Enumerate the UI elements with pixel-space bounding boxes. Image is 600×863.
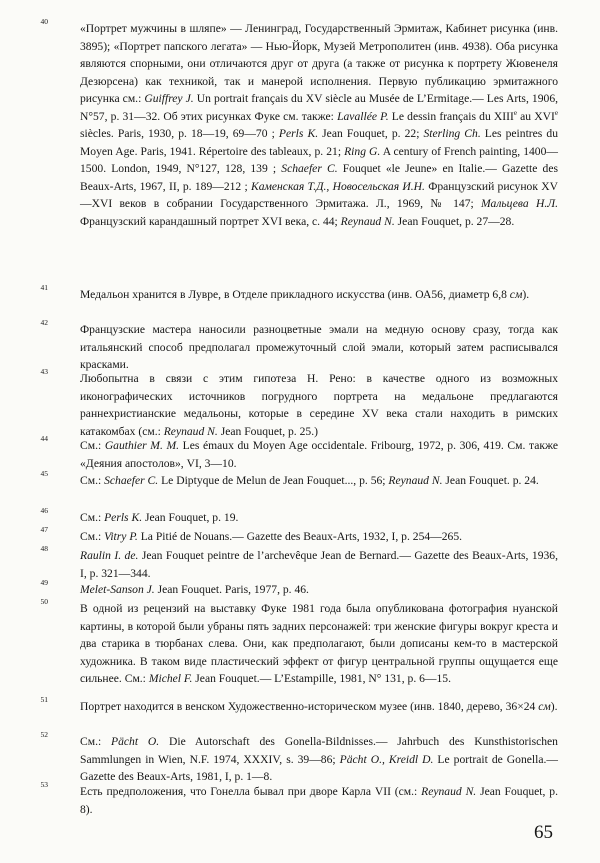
footnote-text <box>80 698 558 716</box>
text-run: Французский рисунок XV—XVI веков в собрании Государственного Эрмитажа. Л., 1969, № 147; <box>80 179 558 210</box>
text-run: «Портрет мужчины в шляпе» — Ленинград, Государственный Эрмитаж, Кабинет рисунка (инв. 3895); «Портрет папского легата» — Нью-Йорк, Музей Метрополитен (инв. 4938). Оба рисунка являются спорными, они отличаются друг от друга (а также от рисунка к портрету Жювенеля Дезюрсена) как техникой, так и манерой исполнения. Первую публикацию эрмитажного рисунка см.: <box>80 22 558 105</box>
footnote-number: 51 <box>40 695 48 704</box>
footnote <box>40 578 558 599</box>
author-reference: Мальцева Н.Л. <box>481 197 558 210</box>
text-run: Le Diptyque de Melun de Jean Fouquet..., p. 56; <box>158 474 389 487</box>
footnote <box>40 17 559 230</box>
text-run: См.: <box>80 474 105 487</box>
author-reference: Vitry P. <box>104 530 138 543</box>
text-run: A century of French painting, 1400—1500. London, 1949, N°127, 128, 139 ; <box>80 144 558 175</box>
footnote-text <box>80 600 558 688</box>
superscript: e <box>554 108 558 117</box>
text-run: Jean Fouquet. Paris, 1977, p. 46. <box>154 583 309 596</box>
text-run: Любопытна в связи с этим гипотеза Н. Рено: в качестве одного из возможных иконографических источников погрудного портрета на медальоне предлагаются раннехристианские медальоны, которые в середине XV века стали находить в римских катакомбах (см.: <box>80 372 558 438</box>
text-run: Les émaux du Moyen Age occidentale. Fribourg, 1972, p. 306, 419. См. также «Деяния апостолов», VI, 3—10. <box>80 439 558 470</box>
author-reference: Reynaud N. <box>421 785 477 798</box>
footnote-text <box>80 547 558 582</box>
author-reference: Guiffrey J. <box>144 92 194 105</box>
footnote <box>40 597 558 688</box>
text-run: Французский карандашный портрет XVI века, с. 44; <box>80 214 341 228</box>
footnote-text <box>80 783 558 818</box>
footnote <box>40 780 558 818</box>
footnote-text <box>80 509 558 527</box>
author-reference: Sterling Ch. <box>423 127 481 140</box>
author-reference: Pächt O., Kreidl D. <box>339 752 434 766</box>
footnote-number: 53 <box>40 780 48 789</box>
text-run: Jean Fouquet, p. 27—28. <box>394 214 515 228</box>
text-run: ). <box>550 700 558 713</box>
text-run: См.: <box>80 439 105 452</box>
author-reference: Gauthier M. M. <box>104 439 180 452</box>
author-reference: Perls K. <box>104 511 143 524</box>
text-run: См.: <box>80 735 112 748</box>
footnote-text <box>80 528 558 546</box>
footnote <box>40 283 558 304</box>
footnote-number: 42 <box>40 318 48 327</box>
author-reference: Schaefer C. <box>281 162 338 175</box>
footnote-number: 52 <box>40 730 48 739</box>
text-run: Jean Fouquet peintre de l’archevêque Jean de Bernard.— Gazette des Beaux-Arts, 1936, I, p. 321—344. <box>80 549 558 580</box>
footnote-number: 40 <box>40 17 48 26</box>
author-reference: Perls K. <box>278 127 319 140</box>
footnote-text <box>80 437 558 472</box>
footnote <box>40 506 558 527</box>
author-reference: Melet-Sanson J. <box>80 583 155 596</box>
footnote-text <box>80 286 558 304</box>
footnote-number: 44 <box>40 434 48 443</box>
text-run: Jean Fouquet, p. 8). <box>80 785 558 816</box>
text-run: Le dessin français du XIII <box>388 109 514 123</box>
footnote-number: 45 <box>40 469 48 478</box>
footnote-number: 49 <box>40 578 48 587</box>
footnote-number: 46 <box>40 506 48 515</box>
text-run: Есть предположения, что Гонелла бывал при дворе Карла VII (см.: <box>80 785 422 798</box>
author-reference: Reynaud N. <box>340 214 395 228</box>
author-reference: Ring G. <box>344 144 381 158</box>
text-run: Fouquet «le Jeune» en Italie.— Gazette des Beaux-Arts, 1967, II, p. 189—212 ; <box>80 162 558 193</box>
text-run: Les peintres du Moyen Age. Paris, 1941. Répertoire des tableaux, p. 21; <box>80 127 558 158</box>
footnote <box>40 544 558 582</box>
footnote <box>40 469 558 490</box>
text-run: Un portrait français du XV siècle au Musée de L’Ermitage.— Les Arts, 1906, N°57, p. 31—32. Об этих рисунках Фуке см. также: <box>80 92 559 123</box>
footnote-number: 47 <box>40 525 48 534</box>
author-reference: см <box>509 288 523 301</box>
text-run: La Pitié de Nouans.— Gazette des Beaux-Arts, 1932, I, p. 254—265. <box>137 530 463 543</box>
author-reference: Lavallée P. <box>337 109 389 123</box>
author-reference: см <box>538 700 551 713</box>
text-run: См.: <box>80 530 105 543</box>
footnote-text <box>80 20 558 230</box>
footnote-number: 50 <box>40 597 48 606</box>
author-reference: Pächt O. <box>111 735 160 748</box>
footnote <box>40 525 558 546</box>
text-run: Jean Fouquet, p. 25.) <box>217 424 318 438</box>
text-run: siècles. Paris, 1930, p. 18—19, 69—70 ; <box>80 127 279 140</box>
footnote-text <box>80 581 558 599</box>
author-reference: Reynaud N. <box>163 424 218 438</box>
text-run: См.: <box>80 511 105 524</box>
footnote-text <box>80 321 558 374</box>
footnote-number: 41 <box>40 283 48 292</box>
superscript: e <box>513 108 517 117</box>
author-reference: Schaefer C. <box>104 474 159 487</box>
text-run: Портрет находится в венском Художественно-историческом музее (инв. 1840, дерево, 36×24 <box>80 700 539 713</box>
footnote <box>40 695 558 716</box>
text-run: В одной из рецензий на выставку Фуке 1981 года была опубликована фотография нуанской картины, в которой были убраны пять задних персонажей: три женские фигуры вокруг креста и два старика в тюрбанах слева. Они, как предполагают, были дописаны кем-то в мастерской художника. В таком виде пластический эффект от фигур центральной группы ощущается еще сильнее. См.: <box>80 602 558 685</box>
footnote-number: 48 <box>40 544 48 553</box>
page-number: 65 <box>534 822 553 843</box>
footnote <box>40 434 558 472</box>
author-reference: Raulin I. de. <box>80 549 139 562</box>
author-reference: Michel F. <box>148 672 193 685</box>
text-run: Jean Fouquet. p. 24. <box>442 474 539 487</box>
text-run: Le portrait de Gonella.— Gazette des Beaux-Arts, 1981, I, p. 1—8. <box>80 752 558 783</box>
author-reference: Reynaud N. <box>388 474 443 487</box>
text-run: Медальон хранится в Лувре, в Отделе прикладного искусства (инв. ОА56, диаметр 6,8 <box>80 288 510 301</box>
footnote-text <box>80 733 558 786</box>
text-run: Jean Fouquet.— L’Estampille, 1981, N° 131, p. 6—15. <box>192 672 451 685</box>
footnote-number: 43 <box>40 367 48 376</box>
text-run: ). <box>522 288 530 301</box>
footnote-text <box>80 370 558 440</box>
text-run: Die Autorschaft des Gonella-Bildnisses.— Jahrbuch des Kunsthistorischen Sammlungen in Wien, N.F. 1974, XXXIV, s. 39—86; <box>80 735 558 766</box>
footnote-text <box>80 472 558 490</box>
text-run: Jean Fouquet, p. 19. <box>142 511 239 524</box>
author-reference: Каменская Т.Д., Новосельская И.Н. <box>251 179 425 193</box>
text-run: au XVI <box>517 109 555 123</box>
text-run: Jean Fouquet, p. 22; <box>318 127 424 140</box>
text-run: Французские мастера наносили разноцветные эмали на медную основу сразу, тогда как итальянский способ предполагал промежуточный слой эмали, который затем расписывался красками. <box>80 323 558 371</box>
